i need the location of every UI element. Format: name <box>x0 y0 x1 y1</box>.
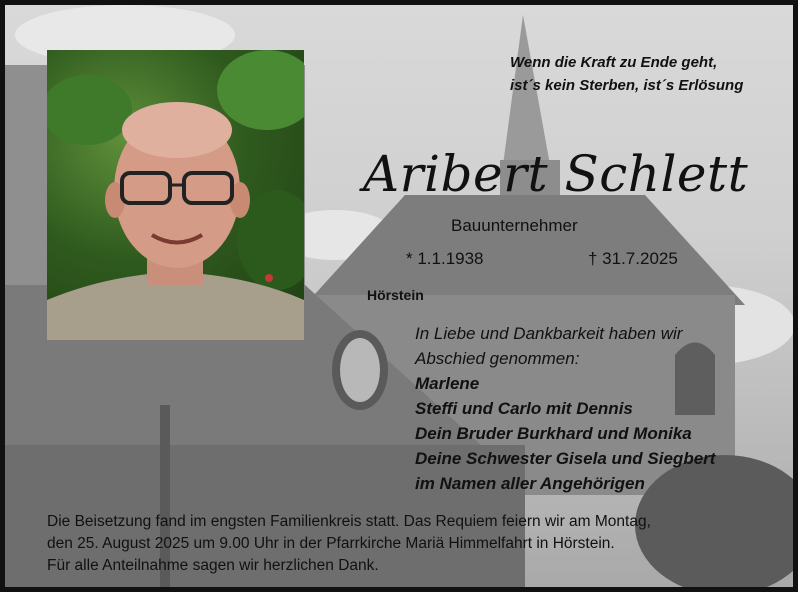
mourner-name: Marlene <box>415 374 480 393</box>
death-date: † 31.7.2025 <box>588 249 678 268</box>
memorial-quote <box>510 51 743 97</box>
quote-line-1: Wenn die Kraft zu Ende geht, <box>510 54 718 71</box>
birth-date: * 1.1.1938 <box>406 249 484 268</box>
quote-line-2: ist´s kein Sterben, ist´s Erlösung <box>510 77 744 94</box>
mourners-block <box>415 321 715 496</box>
mourner-name: Dein Bruder Burkhard und Monika <box>415 424 692 443</box>
deceased-name: Aribert Schlett <box>363 145 749 203</box>
funeral-notice <box>47 511 787 577</box>
mourner-name: Deine Schwester Gisela und Siegbert <box>415 449 716 468</box>
mourner-name: Steffi und Carlo mit Dennis <box>415 399 633 418</box>
footer-line-2: den 25. August 2025 um 9.00 Uhr in der Pfarrkirche Mariä Himmelfahrt in Hörstein. <box>47 535 615 552</box>
mourning-intro-line-2: Abschied genommen: <box>415 349 580 368</box>
portrait-photo <box>47 50 304 340</box>
hometown: Hörstein <box>367 287 424 303</box>
mourning-intro-line-1: In Liebe und Dankbarkeit haben wir <box>415 324 683 343</box>
footer-line-1: Die Beisetzung fand im engsten Familienkreis statt. Das Requiem feiern wir am Montag, <box>47 513 651 530</box>
deceased-occupation: Bauunternehmer <box>451 216 578 235</box>
mourner-name: im Namen aller Angehörigen <box>415 474 645 493</box>
portrait-illustration <box>47 50 304 340</box>
footer-line-3: Für alle Anteilnahme sagen wir herzlichen Dank. <box>47 557 379 574</box>
